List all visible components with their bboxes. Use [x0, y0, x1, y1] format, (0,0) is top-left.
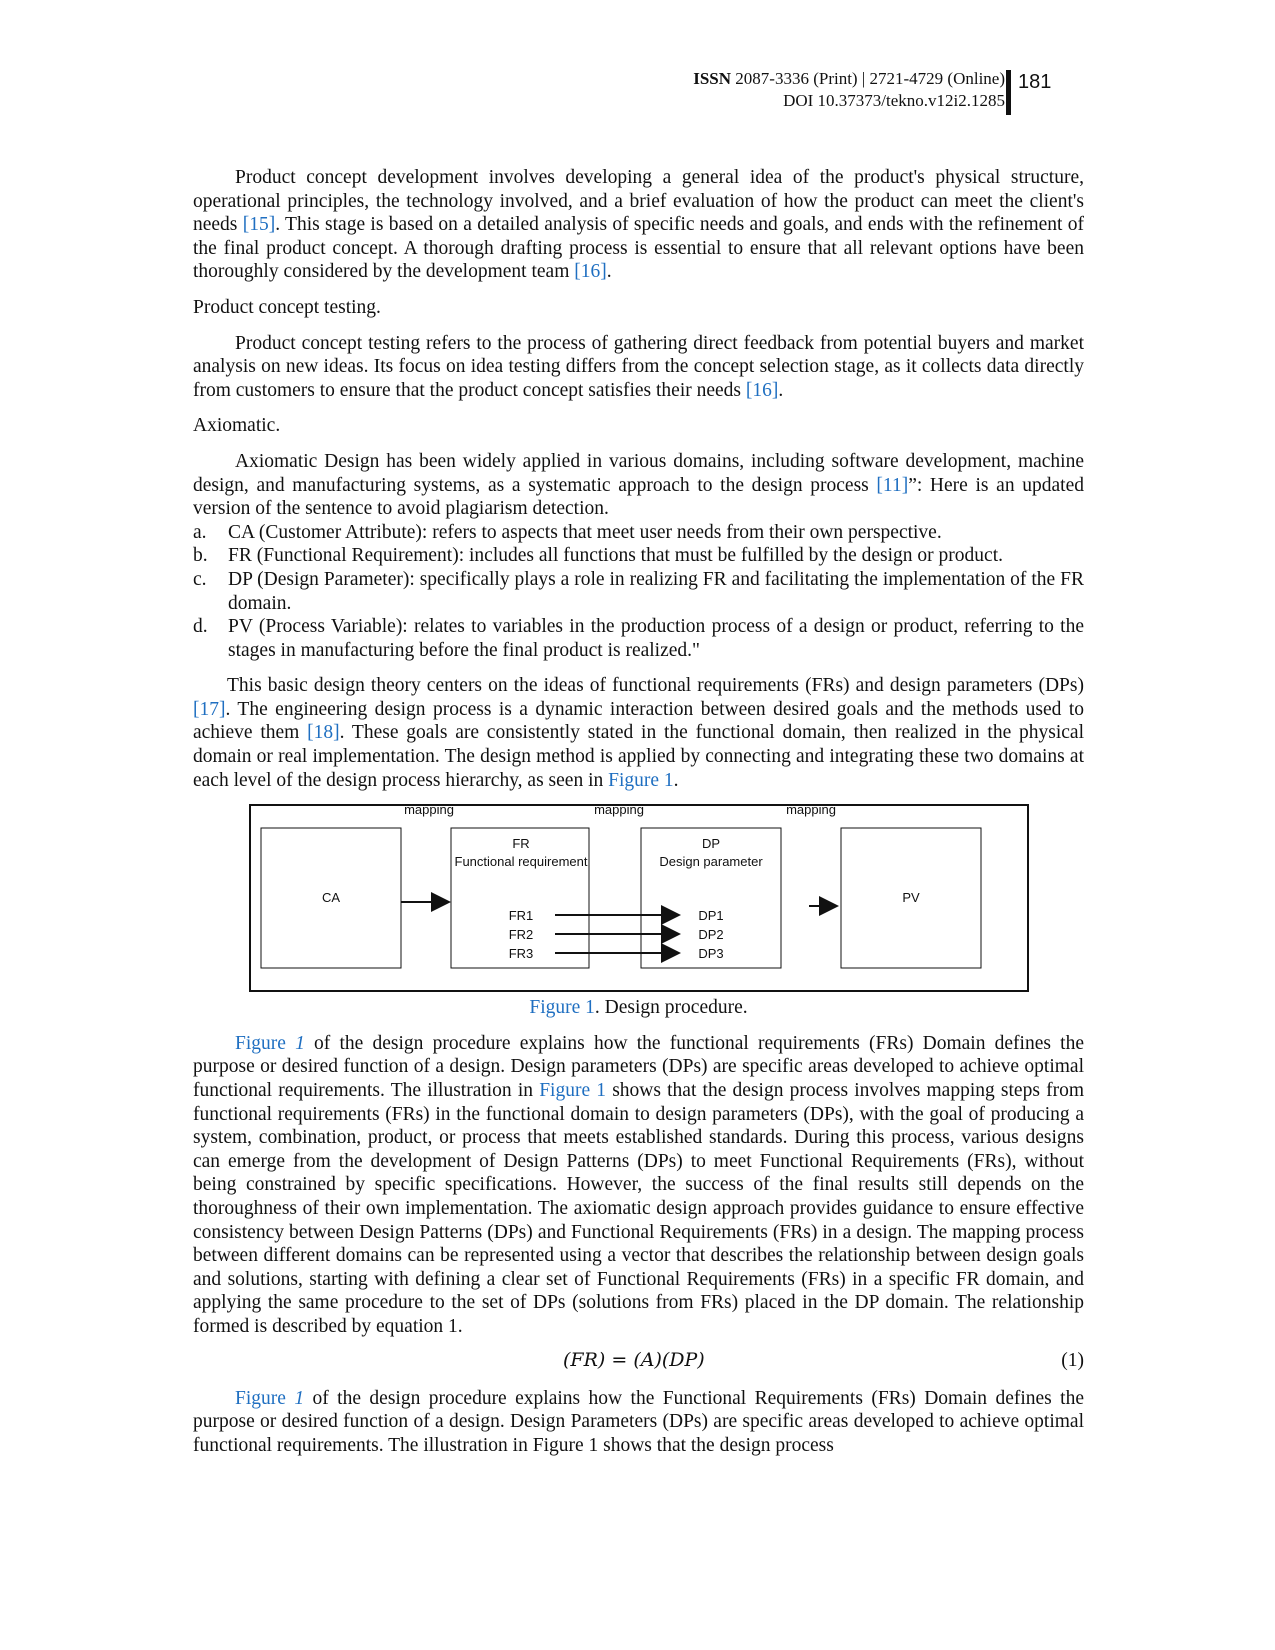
- fr-item: FR1: [508, 908, 534, 924]
- doi: DOI 10.37373/tekno.v12i2.1285: [783, 91, 1005, 110]
- issn-numbers: 2087-3336 (Print) | 2721-4729 (Online): [735, 69, 1005, 88]
- list-item: c. DP (Design Parameter): specifically plays a role in realizing FR and facilitating the implementation of the FR domain.: [193, 568, 1084, 614]
- figure-caption: Figure 1. Design procedure.: [529, 997, 748, 1019]
- equation-1: [193, 1349, 1084, 1375]
- dp-subtitle: Design parameter: [659, 854, 763, 870]
- fr-item: FR2: [508, 927, 534, 943]
- equation-number: (1): [1061, 1349, 1084, 1371]
- domain-list: [193, 521, 1084, 663]
- figure-link[interactable]: Figure 1: [235, 1032, 305, 1054]
- fr-subtitle: Functional requirement: [454, 854, 588, 870]
- page-body: [193, 166, 1084, 1457]
- figure-link[interactable]: Figure 1: [235, 1387, 305, 1409]
- page-number: 181: [1018, 71, 1052, 93]
- paragraph-concept-development: Product concept development involves developing a general idea of the product's physical structure, operational principles, the technology involved, and a brief evaluation of how the product can meet the client's needs [15]. This stage is based on a detailed analysis of specific needs and goals, and ends with the refinement of the final product concept. A thorough drafting process is essential to ensure that all relevant options have been thoroughly considered by the development team [16].: [193, 167, 1084, 283]
- citation-link[interactable]: [16]: [745, 379, 779, 401]
- ca-label: CA: [321, 890, 341, 906]
- paragraph-axiomatic: Axiomatic Design has been widely applied in various domains, including software development, machine design, and manufacturing systems, as a systematic approach to the design process [11]”: Here is an updated version of the sentence to avoid plagiarism detection.: [193, 450, 1084, 520]
- journal-header: [693, 68, 1005, 112]
- list-item: d. PV (Process Variable): relates to variables in the production process of a design or product, referring to the stages in manufacturing before the final product is realized.": [193, 616, 1084, 661]
- fr-title: FR: [512, 836, 530, 852]
- mapping-label: mapping: [404, 804, 454, 818]
- paragraph-design-theory: This basic design theory centers on the ideas of functional requirements (FRs) and design parameters (DPs) [17]. The engineering design process is a dynamic interaction between desired goals and the methods used to achieve them [18]. These goals are consistently stated in the functional domain, then realized in the physical domain or real implementation. The design method is applied by connecting and integrating these two domains at each level of the design process hierarchy, as seen in Figure 1.: [193, 675, 1084, 791]
- dp-title: DP: [701, 836, 721, 852]
- figure-link[interactable]: Figure 1: [608, 769, 674, 791]
- mapping-label: mapping: [594, 804, 644, 818]
- design-procedure-diagram: [249, 804, 1029, 992]
- figure-link[interactable]: Figure 1: [539, 1080, 607, 1102]
- heading-axiomatic: Axiomatic.: [193, 415, 281, 437]
- pv-label: PV: [902, 890, 920, 906]
- dp-item: DP1: [698, 908, 724, 924]
- header-divider: [1006, 70, 1011, 115]
- citation-link[interactable]: [16]: [574, 261, 607, 283]
- figure-design-procedure: [249, 804, 1029, 992]
- figure-link[interactable]: Figure 1: [529, 997, 595, 1019]
- heading-concept-testing: Product concept testing.: [193, 296, 381, 318]
- citation-link[interactable]: [11]: [876, 474, 909, 496]
- citation-link[interactable]: [17]: [193, 698, 226, 720]
- citation-link[interactable]: [15]: [242, 214, 276, 236]
- dp-item: DP3: [698, 946, 724, 962]
- issn-label: ISSN: [693, 69, 732, 88]
- fr-item: FR3: [508, 946, 534, 962]
- paragraph-design-procedure-repeat: Figure 1 of the design procedure explains how the Functional Requirements (FRs) Domain defines the purpose or desired function of a design. Design Parameters (DPs) are specific areas developed to achieve optimal functional requirements. The illustration in Figure 1 shows that the design process: [193, 1387, 1084, 1456]
- paragraph-concept-testing: Product concept testing refers to the process of gathering direct feedback from potential buyers and market analysis on new ideas. Its focus on idea testing differs from the concept selection stage, as it collects data directly from customers to ensure that the product concept satisfies their needs [16].: [193, 332, 1084, 401]
- citation-link[interactable]: [18]: [307, 722, 340, 744]
- list-item: b. FR (Functional Requirement): includes all functions that must be fulfilled by the design or product.: [193, 545, 1003, 567]
- equation-expression: (FR) = (A)(DP): [563, 1348, 705, 1371]
- mapping-label: mapping: [786, 804, 836, 818]
- dp-item: DP2: [698, 927, 724, 943]
- paragraph-design-procedure: Figure 1 of the design procedure explains how the functional requirements (FRs) Domain defines the purpose or desired function of a design. Design parameters (DPs) are specific areas developed to achieve optimal functional requirements. The illustration in Figure 1 shows that the design process involves mapping steps from functional requirements (FRs) in the functional domain to design parameters (DPs), with the goal of producing a system, combination, product, or process that meets established standards. During this process, various designs can emerge from the development of Design Patterns (DPs) to meet Functional Requirements (FRs), without being constrained by specific specifications. However, the success of the final results still depends on the thoroughness of their own implementation. The axiomatic design approach provides guidance to ensure effective consistency between Design Patterns (DPs) and Functional Requirements (FRs) in a design. The mapping process between different domains can be represented using a vector that describes the relationship between design goals and solutions, starting with defining a clear set of Functional Requirements (FRs) in a specific FR domain, and applying the same procedure to the set of DPs (solutions from FRs) placed in the DP domain. The relationship formed is described by equation 1.: [193, 1032, 1084, 1337]
- list-item: a. CA (Customer Attribute): refers to aspects that meet user needs from their own perspective.: [193, 521, 942, 543]
